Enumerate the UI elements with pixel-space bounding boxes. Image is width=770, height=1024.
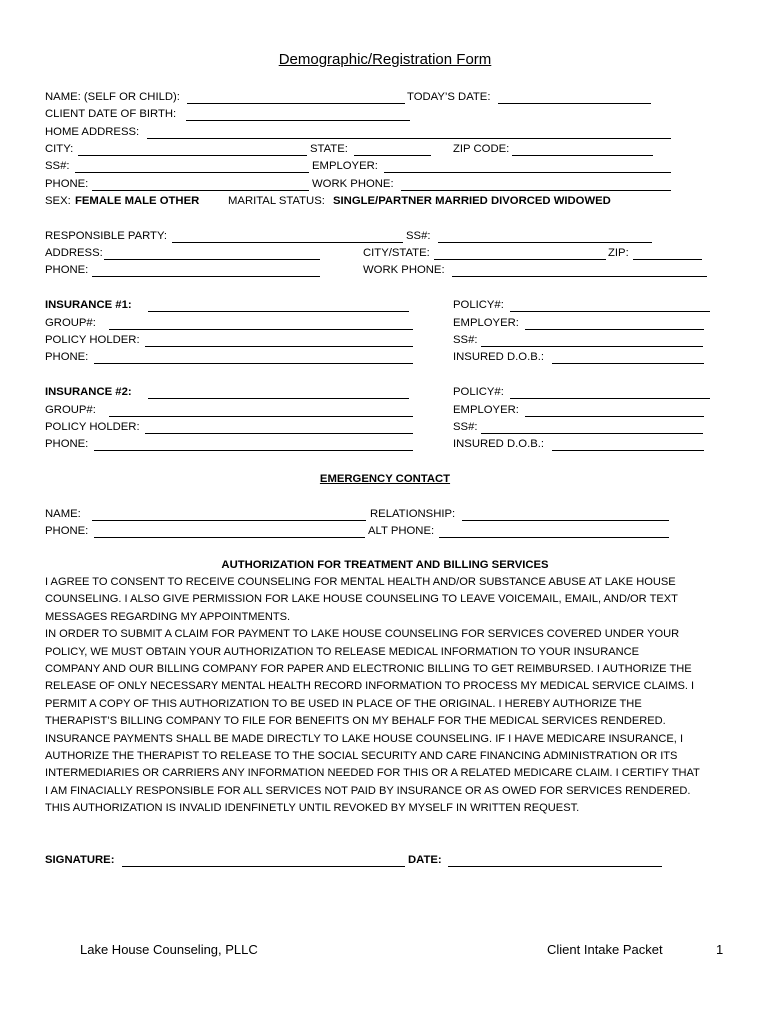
insurance1-ss-label: SS#: [453,334,478,346]
insurance2-ss-label: SS#: [453,421,478,433]
insurance1-heading: INSURANCE #1: [45,299,132,311]
insurance2-dob-field[interactable] [552,450,704,451]
insurance2-phone-field[interactable] [94,450,413,451]
authorization-line: THERAPIST’S BILLING COMPANY TO FILE FOR BENEFITS ON MY BEHALF FOR THE MEDICAL SERVICES RENDERED. [45,715,666,728]
authorization-line: I AGREE TO CONSENT TO RECEIVE COUNSELING FOR MENTAL HEALTH AND/OR SUBSTANCE ABUSE AT LAKE HOUSE [45,576,676,588]
insurance1-employer-label: EMPLOYER: [453,317,519,329]
home-address-label: HOME ADDRESS: [45,126,140,138]
state-field[interactable] [354,155,431,156]
marital-status-options[interactable]: SINGLE/PARTNER MARRIED DIVORCED WIDOWED [333,195,611,207]
responsible-citystate-field[interactable] [434,259,606,260]
insurance1-phone-label: PHONE: [45,351,89,363]
insurance2-heading: INSURANCE #2: [45,386,132,398]
responsible-party-label: RESPONSIBLE PARTY: [45,230,168,242]
signature-label: SIGNATURE: [45,854,115,866]
authorization-line: COMPANY AND OUR BILLING COMPANY FOR PAPER AND ELECTRONIC BILLING TO GET REIMBURSED. I AUTHORIZE THE [45,663,692,676]
state-label: STATE: [310,143,348,155]
insurance2-name-field[interactable] [148,398,409,399]
emergency-phone-label: PHONE: [45,525,89,537]
work-phone-field[interactable] [401,190,671,191]
todays-date-field[interactable] [498,103,651,104]
insurance1-dob-label: INSURED D.O.B.: [453,351,545,363]
insurance2-group-label: GROUP#: [45,404,96,416]
authorization-line: AUTHORIZE THE THERAPIST TO RELEASE TO THE SOCIAL SECURITY AND CARE FINANCING ADMINISTRATION OR ITS [45,750,678,763]
emergency-name-field[interactable] [92,520,366,521]
insurance2-phone-label: PHONE: [45,438,89,450]
signature-field[interactable] [122,866,405,867]
authorization-heading: AUTHORIZATION FOR TREATMENT AND BILLING SERVICES [221,559,549,571]
employer-label: EMPLOYER: [312,160,378,172]
responsible-ss-field[interactable] [438,242,652,243]
responsible-zip-field[interactable] [633,259,702,260]
employer-field[interactable] [384,172,671,173]
insurance1-holder-label: POLICY HOLDER: [45,334,140,346]
todays-date-label: TODAY’S DATE: [407,91,491,103]
client-ss-label: SS#: [45,160,70,172]
insurance2-policy-field[interactable] [510,398,710,399]
insurance2-holder-label: POLICY HOLDER: [45,421,140,433]
insurance2-ss-field[interactable] [481,433,703,434]
insurance1-phone-field[interactable] [94,363,413,364]
authorization-line: IN ORDER TO SUBMIT A CLAIM FOR PAYMENT TO LAKE HOUSE COUNSELING FOR SERVICES COVERED UNDER YOUR [45,628,680,641]
emergency-alt-phone-label: ALT PHONE: [368,525,435,537]
insurance1-employer-field[interactable] [525,329,704,330]
emergency-contact-heading: EMERGENCY CONTACT [319,473,451,485]
client-dob-label: CLIENT DATE OF BIRTH: [45,108,177,120]
insurance2-employer-field[interactable] [525,416,704,417]
marital-status-label: MARITAL STATUS: [228,195,325,207]
insurance1-group-field[interactable] [109,329,413,330]
responsible-ss-label: SS#: [406,230,431,242]
insurance1-policy-field[interactable] [510,311,710,312]
authorization-line: THIS AUTHORIZATION IS INVALID IDENFINETLY UNTIL REVOKED BY MYSELF IN WRITTEN REQUEST. [45,802,580,815]
responsible-address-label: ADDRESS: [45,247,103,259]
authorization-text [45,574,725,818]
insurance1-policy-label: POLICY#: [453,299,504,311]
responsible-party-field[interactable] [172,242,403,243]
responsible-work-phone-label: WORK PHONE: [363,264,445,276]
authorization-line: RELEASE OF ONLY NECESSARY MENTAL HEALTH RECORD INFORMATION TO PROCESS MY MEDICAL SERVICE CLAIMS. I [45,680,695,693]
home-address-field[interactable] [147,138,671,139]
client-phone-label: PHONE: [45,178,89,190]
authorization-line: COUNSELING. I ALSO GIVE PERMISSION FOR LAKE HOUSE COUNSELING TO LEAVE VOICEMAIL, EMAIL, AND/OR TEXT [45,593,678,606]
emergency-alt-phone-field[interactable] [439,537,669,538]
page-number: 1 [716,942,724,957]
client-dob-field[interactable] [186,120,410,121]
emergency-relationship-label: RELATIONSHIP: [370,508,456,520]
signature-date-field[interactable] [448,866,662,867]
responsible-citystate-label: CITY/STATE: [363,247,430,259]
insurance2-group-field[interactable] [109,416,413,417]
responsible-zip-label: ZIP: [608,247,629,259]
insurance2-policy-label: POLICY#: [453,386,504,398]
responsible-work-phone-field[interactable] [452,276,707,277]
insurance1-name-field[interactable] [148,311,409,312]
sex-label: SEX: [45,195,71,207]
responsible-address-field[interactable] [104,259,320,260]
responsible-phone-label: PHONE: [45,264,89,276]
authorization-line: MESSAGES REGARDING MY APPOINTMENTS. [45,610,291,623]
insurance1-group-label: GROUP#: [45,317,96,329]
responsible-phone-field[interactable] [92,276,320,277]
zip-code-label: ZIP CODE: [453,143,510,155]
authorization-line: PERMIT A COPY OF THIS AUTHORIZATION TO BE USED IN PLACE OF THE ORIGINAL. I HEREBY AUTHORIZE THE [45,697,642,710]
city-field[interactable] [78,155,307,156]
client-name-field[interactable] [187,103,405,104]
signature-date-label: DATE: [408,854,442,866]
authorization-line: INTERMEDIARIES OR CARRIERS ANY INFORMATION NEEDED FOR THIS OR A RELATED MEDICARE CLAIM. I CERTIFY THAT [45,767,700,780]
insurance2-dob-label: INSURED D.O.B.: [453,438,545,450]
insurance2-employer-label: EMPLOYER: [453,404,519,416]
insurance2-holder-field[interactable] [145,433,413,434]
authorization-line: I AM FINACIALLY RESPONSIBLE FOR ALL SERVICES NOT PAID BY INSURANCE OR AS OWED FOR SERVICES RENDERED. [45,784,691,797]
authorization-line: INSURANCE PAYMENTS SHALL BE MADE DIRECTLY TO LAKE HOUSE COUNSELING. IF I HAVE MEDICARE INSURANCE, I [45,732,684,745]
client-phone-field[interactable] [92,190,309,191]
page-title: Demographic/Registration Form [278,51,492,68]
client-ss-field[interactable] [75,172,309,173]
footer-practice-name: Lake House Counseling, PLLC [80,942,258,957]
footer-packet-title: Client Intake Packet [547,942,663,957]
emergency-phone-field[interactable] [94,537,365,538]
client-name-label: NAME: (SELF OR CHILD): [45,91,180,103]
insurance1-ss-field[interactable] [481,346,703,347]
zip-code-field[interactable] [512,155,653,156]
authorization-line: POLICY, WE MUST OBTAIN YOUR AUTHORIZATION TO RELEASE MEDICAL INFORMATION TO YOUR INSURANCE [45,645,640,658]
emergency-relationship-field[interactable] [462,520,669,521]
sex-options[interactable]: FEMALE MALE OTHER [75,195,200,207]
city-label: CITY: [45,143,74,155]
insurance1-dob-field[interactable] [552,363,704,364]
emergency-name-label: NAME: [45,508,81,520]
work-phone-label: WORK PHONE: [312,178,394,190]
insurance1-holder-field[interactable] [145,346,413,347]
